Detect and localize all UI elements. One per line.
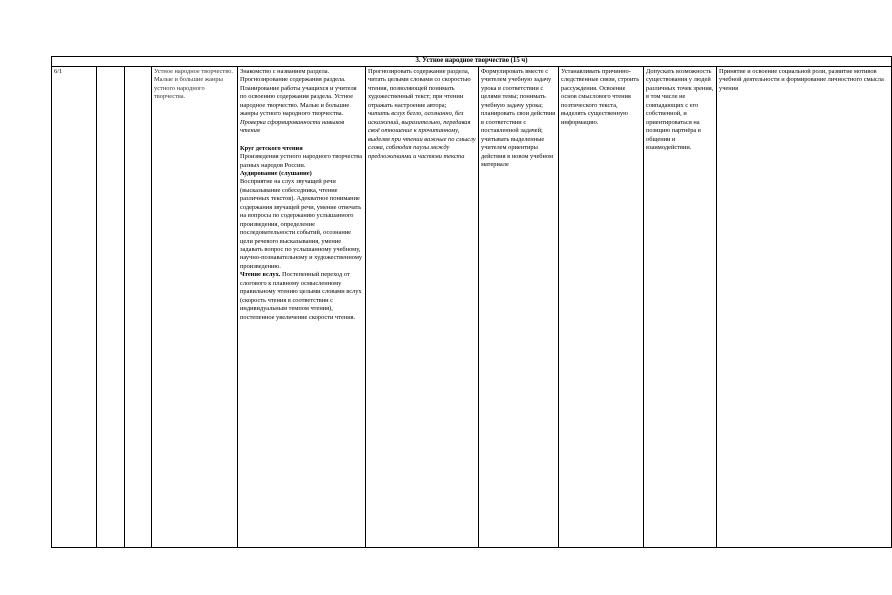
lesson-number: 6/1 — [52, 66, 97, 547]
empty-cell-date-plan — [97, 66, 125, 547]
content-reading-circle: Произведения устного народного творчества разных народов России. — [240, 153, 363, 169]
content-heading-reading-aloud: Чтение вслух. — [240, 271, 281, 279]
content-intro: Знакомство с названием раздела. Прогнозирование содержания раздела. Планирование работы учащихся и учителя по освоению содержания раздела. Устное народное творчество. Малые и большие жанры устного народного творчества. — [240, 67, 357, 118]
content-reading-aloud — [240, 271, 363, 322]
curriculum-table — [51, 56, 892, 548]
regulatory-uud: Формулировать вместе с учителем учебную задачу урока в соответствии с целями темы; понимать учебную задачу урока; планировать свои действия в соответствии с поставленной задачей; учитывать выделенные учителем ориентиры действия в новом учебном материале — [479, 66, 559, 547]
subject-results-text: Прогнозировать содержание раздела, читать целыми словами со скоростью чтения, позволяющей понимать художественный текст; при чтении отражать настроение автора; — [368, 67, 471, 109]
subject-results-italic: читать вслух бегло, осознанно, без искажений, выразительно, передавая своё отношение к прочитанному, выделяя при чтении важные по смыслу слова, соблюдая паузы между предложениями и частями текста — [368, 110, 476, 160]
cognitive-uud: Устанавливать причинно-следственные связи, строить рассуждения. Освоение основ смыслового чтения поэтического текста, выделять существенную информацию. — [559, 66, 644, 547]
communicative-uud: Допускать возможность существования у людей различных точек зрения, в том числе не совпадающих с его собственной, и ориентироваться на позицию партнёра в общении и взаимодействии. — [644, 66, 717, 547]
content-reading-aloud-text: Постепенный переход от слогового к плавному осмысленному правильному чтению целыми словами вслух (скорость чтения в соответствии с индивидуальным темпом чтения), постепенное увеличение скорости чтения. — [240, 271, 362, 321]
lesson-row — [52, 66, 892, 547]
section-header-row — [52, 57, 892, 67]
content-listening: Восприятие на слух звучащей речи (высказывание собеседника, чтение различных текстов). Адекватное понимание содержания звучащей речи, умение отвечать на вопросы по содержанию услышанного произведения, определение последовательности событий, осознание цели речевого высказывания, умение задавать вопрос по услышанному учебному, научно-познавательному и художественному произведению. — [240, 178, 363, 270]
lesson-topic: Устное народное творчество. Малые и большие жанры устного народного творчества. — [152, 66, 238, 547]
content-heading-reading-circle: Круг детского чтения — [240, 144, 303, 152]
content-intro-italic: Проверка сформированности навыков чтения — [240, 118, 345, 135]
subject-results — [366, 66, 479, 547]
personal-results: Принятие и освоение социальной роли, развитие мотивов учебной деятельности и формирование личностного смысла учения — [717, 66, 892, 547]
lesson-content — [238, 66, 366, 547]
empty-cell-date-fact — [125, 66, 152, 547]
content-heading-listening: Аудирование (слушание) — [240, 169, 312, 177]
section-title: 3. Устное народное творчество (15 ч) — [52, 57, 892, 67]
curriculum-table-fragment — [51, 56, 884, 548]
